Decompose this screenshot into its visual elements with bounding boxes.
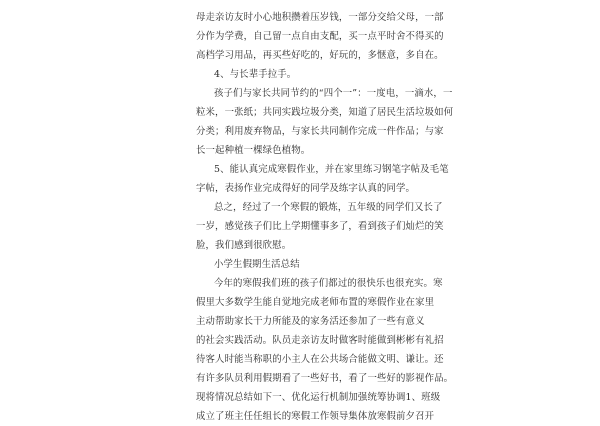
text-line: 母走亲访友时小心地积攒着压岁钱，一部分交给父母，一部 — [196, 12, 444, 23]
text-line: 分作为学费，自己留一点自由支配，买一点平时舍不得买的 — [196, 31, 444, 42]
text-line: 4、与长辈手拉手。 — [214, 69, 297, 80]
text-line: 孩子们与家长共同节约的“四个一”：一度电，一滴水，一 — [214, 88, 453, 99]
text-line: 现将情况总结如下一、优化运行机制加强统筹协调1、班级 — [196, 392, 441, 403]
text-line: 总之，经过了一个寒假的锻炼，五年级的同学们又长了 — [214, 202, 443, 213]
text-line: 一岁，感觉孩子们比上学期懂事多了，看到孩子们灿烂的笑 — [196, 221, 444, 232]
text-line: 脸，我们感到很欣慰。 — [196, 240, 292, 251]
text-line: 长一起种植一棵绿色植物。 — [196, 145, 311, 156]
text-line: 待客人时能当称职的小主人在公共场合能做文明、谦让。还 — [196, 354, 444, 365]
text-line: 5、能认真完成寒假作业，并在家里练习钢笔字帖及毛笔 — [214, 164, 449, 175]
text-line: 小学生假期生活总结 — [214, 259, 300, 270]
text-line: 假里大多数学生能自觉地完成老师布置的寒假作业在家里 — [196, 297, 435, 308]
text-line: 高档学习用品，再买些好吃的，好玩的，多惬意，多自在。 — [196, 50, 444, 61]
text-line: 字帖，表扬作业完成得好的同学及练字认真的同学。 — [196, 183, 416, 194]
text-line: 主动帮助家长干力所能及的家务活还参加了一些有意义 — [196, 316, 425, 327]
text-line: 成立了班主任任组长的寒假工作领导集体放寒假前夕召开 — [196, 411, 435, 422]
document-body — [196, 8, 454, 426]
text-line: 有许多队员利用假期看了一些好书，看了一些好的影视作品。 — [196, 373, 454, 384]
text-line: 的社会实践活动。队员走亲访友时做客时能做到彬彬有礼招 — [196, 335, 444, 346]
text-line: 粒米，一张纸；共同实践垃圾分类，知道了居民生活垃圾如何 — [196, 107, 454, 118]
text-line: 今年的寒假我们班的孩子们都过的很快乐也很充实。寒 — [214, 278, 443, 289]
text-line: 分类；利用废弃物品，与家长共同制作完成一件作品；与家 — [196, 126, 444, 137]
